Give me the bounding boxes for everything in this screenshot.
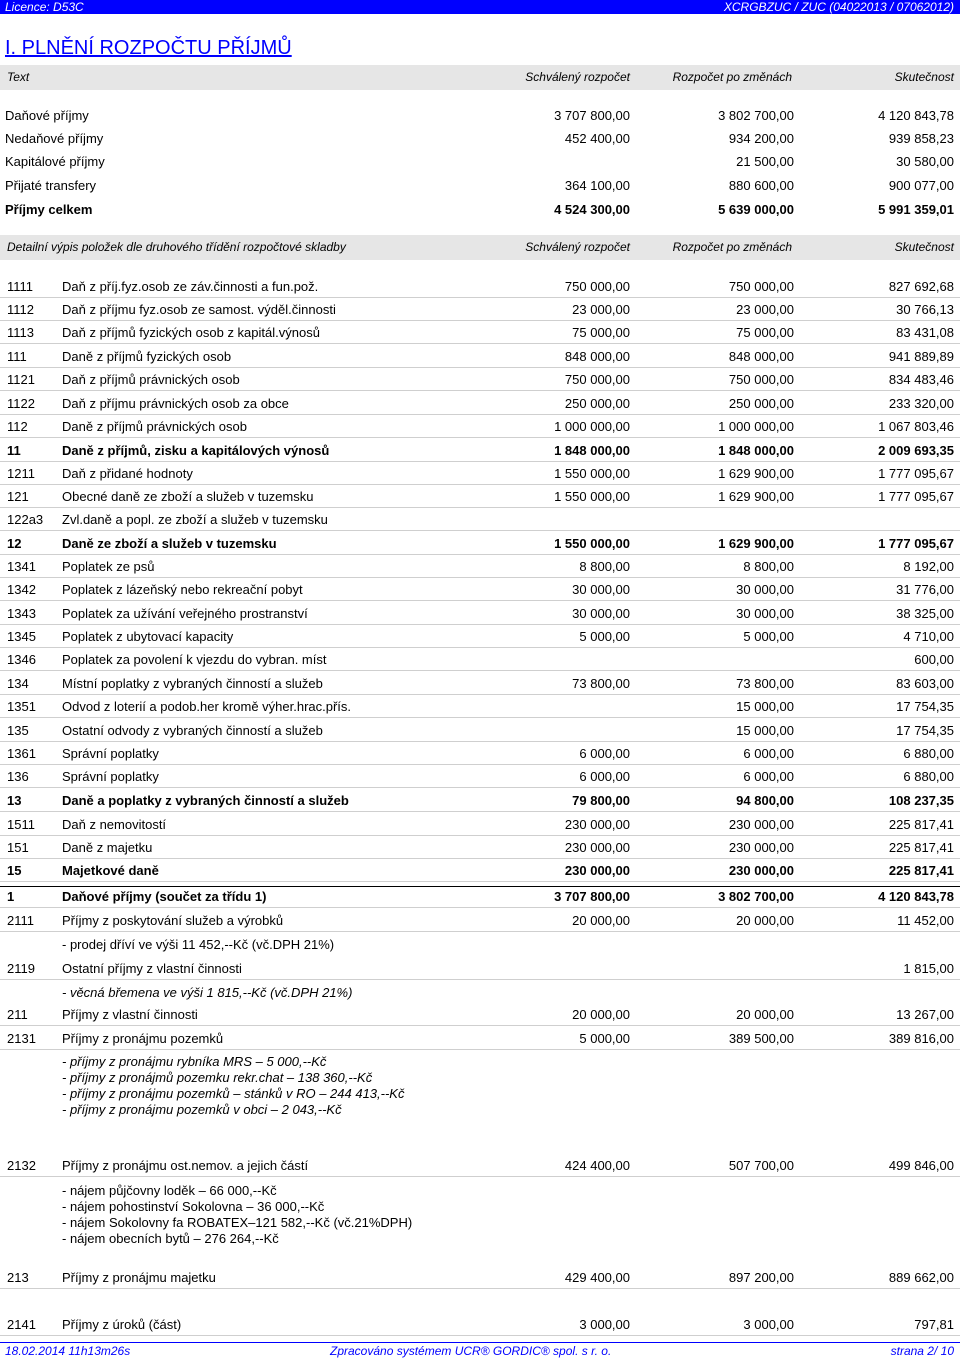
table-row bbox=[0, 347, 960, 368]
item-name: Poplatek ze psů bbox=[62, 559, 155, 574]
item-code: 2132 bbox=[7, 1158, 36, 1173]
summary-label: Daňové příjmy bbox=[5, 108, 89, 123]
item-after-changes: 230 000,00 bbox=[728, 817, 794, 832]
table-row bbox=[0, 838, 960, 859]
item-after-changes: 73 800,00 bbox=[736, 676, 794, 691]
item-approved: 1 550 000,00 bbox=[554, 466, 630, 481]
item-actual: 30 766,13 bbox=[896, 302, 954, 317]
col-approved: Schválený rozpočet bbox=[525, 70, 630, 84]
table-row bbox=[0, 674, 960, 695]
summary-approved: 3 707 800,00 bbox=[554, 108, 630, 123]
item-actual: 17 754,35 bbox=[896, 723, 954, 738]
summary-approved: 4 524 300,00 bbox=[554, 202, 630, 217]
item-name: Majetkové daně bbox=[62, 863, 159, 878]
item-after-changes: 30 000,00 bbox=[736, 582, 794, 597]
table-row bbox=[0, 721, 960, 742]
summary-actual: 900 077,00 bbox=[888, 178, 954, 193]
footer-timestamp: 18.02.2014 11h13m26s bbox=[5, 1344, 131, 1358]
item-code: 1121 bbox=[7, 372, 35, 387]
item-approved: 20 000,00 bbox=[572, 1007, 630, 1022]
item-actual: 499 846,00 bbox=[888, 1158, 954, 1173]
item-code: 15 bbox=[7, 863, 22, 878]
item-approved: 5 000,00 bbox=[579, 629, 630, 644]
table-row bbox=[0, 1268, 960, 1289]
table-row bbox=[0, 417, 960, 438]
table-row bbox=[0, 767, 960, 788]
item-after-changes: 15 000,00 bbox=[736, 723, 794, 738]
summary-actual: 5 991 359,01 bbox=[878, 202, 954, 217]
item-code: 1112 bbox=[7, 302, 34, 317]
summary-after-changes: 3 802 700,00 bbox=[718, 108, 794, 123]
summary-row bbox=[0, 107, 960, 125]
page-title: I. PLNĚNÍ ROZPOČTU PŘÍJMŮ bbox=[5, 37, 292, 59]
page-footer bbox=[0, 1342, 960, 1359]
item-after-changes: 507 700,00 bbox=[728, 1158, 794, 1173]
item-code: 1345 bbox=[7, 629, 36, 644]
item-name: Daňové příjmy (součet za třídu 1) bbox=[62, 889, 267, 904]
table-row bbox=[0, 815, 960, 836]
item-approved: 750 000,00 bbox=[564, 279, 630, 294]
item-after-changes: 897 200,00 bbox=[728, 1270, 794, 1285]
item-name: Příjmy z úroků (část) bbox=[62, 1317, 182, 1332]
item-after-changes: 750 000,00 bbox=[728, 279, 794, 294]
item-approved: 6 000,00 bbox=[579, 769, 630, 784]
table-row bbox=[0, 791, 960, 812]
item-code: 213 bbox=[7, 1270, 29, 1285]
item-actual: 827 692,68 bbox=[888, 279, 954, 294]
item-after-changes: 6 000,00 bbox=[743, 769, 794, 784]
item-actual: 4 710,00 bbox=[903, 629, 954, 644]
item-name: Daň z příjmů fyzických osob z kapitál.výnosů bbox=[62, 325, 320, 340]
table-row bbox=[0, 441, 960, 462]
note-line: - nájem Sokolovny fa ROBATEX–121 582,--Kč (vč.21%DPH) bbox=[62, 1215, 413, 1230]
note-line: - prodej dříví ve výši 11 452,--Kč (vč.DPH 21%) bbox=[62, 937, 335, 952]
item-actual: 6 880,00 bbox=[903, 769, 954, 784]
item-after-changes: 3 802 700,00 bbox=[718, 889, 794, 904]
item-actual: 11 452,00 bbox=[897, 913, 954, 928]
item-approved: 230 000,00 bbox=[564, 863, 630, 878]
item-actual: 1 777 095,67 bbox=[878, 466, 954, 481]
item-after-changes: 848 000,00 bbox=[728, 349, 794, 364]
table-row bbox=[0, 487, 960, 508]
item-name: Příjmy z poskytování služeb a výrobků bbox=[62, 913, 284, 928]
table-row bbox=[0, 959, 960, 980]
item-code: 2131 bbox=[7, 1031, 36, 1046]
item-after-changes: 230 000,00 bbox=[728, 840, 794, 855]
item-name: Daně ze zboží a služeb v tuzemsku bbox=[62, 536, 277, 551]
item-actual: 834 483,46 bbox=[888, 372, 954, 387]
item-name: Poplatek za užívání veřejného prostranství bbox=[62, 606, 308, 621]
summary-approved: 452 400,00 bbox=[564, 131, 630, 146]
table-row bbox=[0, 580, 960, 601]
summary-actual: 939 858,23 bbox=[888, 131, 954, 146]
item-name: Daň z příj.fyz.osob ze záv.činnosti a fun.pož. bbox=[62, 279, 319, 294]
item-approved: 3 707 800,00 bbox=[554, 889, 630, 904]
item-actual: 889 662,00 bbox=[888, 1270, 954, 1285]
footer-page: strana 2/ 10 bbox=[890, 1344, 954, 1358]
table-row bbox=[0, 861, 960, 882]
item-name: Daň z nemovitostí bbox=[62, 817, 167, 832]
note-line: - nájem obecních bytů – 276 264,--Kč bbox=[62, 1231, 279, 1246]
item-name: Ostatní příjmy z vlastní činnosti bbox=[62, 961, 242, 976]
summary-header bbox=[0, 65, 960, 90]
table-row bbox=[0, 300, 960, 321]
item-actual: 108 237,35 bbox=[888, 793, 954, 808]
item-actual: 389 816,00 bbox=[888, 1031, 954, 1046]
summary-actual: 30 580,00 bbox=[896, 154, 954, 169]
item-name: Daně z příjmů fyzických osob bbox=[62, 349, 232, 364]
table-row bbox=[0, 604, 960, 625]
item-approved: 79 800,00 bbox=[572, 793, 630, 808]
item-after-changes: 1 629 900,00 bbox=[718, 489, 794, 504]
summary-row bbox=[0, 153, 960, 171]
item-approved: 230 000,00 bbox=[564, 840, 630, 855]
item-code: 11 bbox=[7, 443, 21, 458]
item-code: 211 bbox=[7, 1007, 28, 1022]
item-code: 1113 bbox=[7, 325, 34, 340]
item-name: Obecné daně ze zboží a služeb v tuzemsku bbox=[62, 489, 314, 504]
table-row bbox=[0, 394, 960, 415]
table-row bbox=[0, 370, 960, 391]
item-after-changes: 20 000,00 bbox=[736, 913, 794, 928]
item-approved: 1 848 000,00 bbox=[554, 443, 630, 458]
item-actual: 1 815,00 bbox=[903, 961, 954, 976]
item-actual: 17 754,35 bbox=[896, 699, 954, 714]
note-line: - věcná břemena ve výši 1 815,--Kč (vč.DPH 21%) bbox=[62, 985, 353, 1000]
item-code: 121 bbox=[7, 489, 29, 504]
item-code: 2119 bbox=[7, 961, 35, 976]
item-code: 135 bbox=[7, 723, 29, 738]
item-approved: 250 000,00 bbox=[564, 396, 630, 411]
item-after-changes: 230 000,00 bbox=[728, 863, 794, 878]
item-approved: 30 000,00 bbox=[572, 606, 630, 621]
item-after-changes: 250 000,00 bbox=[728, 396, 794, 411]
report-code: XCRGBZUC / ZUC (04022013 / 07062012) bbox=[723, 0, 954, 14]
item-approved: 20 000,00 bbox=[572, 913, 630, 928]
item-actual: 941 889,89 bbox=[888, 349, 954, 364]
table-row bbox=[0, 744, 960, 765]
item-approved: 73 800,00 bbox=[572, 676, 630, 691]
item-after-changes: 75 000,00 bbox=[736, 325, 794, 340]
item-code: 13 bbox=[7, 793, 22, 808]
item-actual: 6 880,00 bbox=[903, 746, 954, 761]
table-row bbox=[0, 1315, 960, 1336]
detail-header bbox=[0, 235, 960, 260]
item-actual: 233 320,00 bbox=[888, 396, 954, 411]
item-after-changes: 1 848 000,00 bbox=[718, 443, 794, 458]
note-line: - příjmy z pronájmu pozemků – stánků v RO – 244 413,--Kč bbox=[62, 1086, 405, 1101]
summary-row bbox=[0, 130, 960, 148]
item-approved: 1 550 000,00 bbox=[554, 489, 630, 504]
item-code: 2141 bbox=[7, 1317, 36, 1332]
item-code: 1111 bbox=[7, 279, 34, 294]
item-name: Daň z příjmu právnických osob za obce bbox=[62, 396, 289, 411]
table-row bbox=[0, 323, 960, 344]
item-after-changes: 1 000 000,00 bbox=[718, 419, 794, 434]
item-actual: 13 267,00 bbox=[896, 1007, 954, 1022]
item-after-changes: 6 000,00 bbox=[743, 746, 794, 761]
item-actual: 1 777 095,67 bbox=[878, 489, 954, 504]
col-actual: Skutečnost bbox=[894, 70, 954, 84]
table-row bbox=[0, 557, 960, 578]
table-row bbox=[0, 1005, 960, 1026]
item-approved: 75 000,00 bbox=[572, 325, 630, 340]
item-after-changes: 389 500,00 bbox=[728, 1031, 794, 1046]
item-code: 1 bbox=[7, 889, 15, 904]
item-code: 1343 bbox=[7, 606, 36, 621]
item-code: 111 bbox=[7, 349, 27, 364]
col-actual: Skutečnost bbox=[894, 240, 954, 254]
table-row bbox=[0, 627, 960, 648]
item-approved: 3 000,00 bbox=[579, 1317, 630, 1332]
item-actual: 225 817,41 bbox=[888, 817, 954, 832]
footer-processed: Zpracováno systémem UCR® GORDIC® spol. s r. o. bbox=[330, 1344, 612, 1358]
item-name: Daně z příjmů, zisku a kapitálových výnosů bbox=[62, 443, 330, 458]
item-name: Zvl.daně a popl. ze zboží a služeb v tuzemsku bbox=[62, 512, 328, 527]
item-actual: 797,81 bbox=[914, 1317, 954, 1332]
item-actual: 225 817,41 bbox=[888, 840, 954, 855]
item-approved: 1 550 000,00 bbox=[554, 536, 630, 551]
table-row bbox=[0, 697, 960, 718]
item-after-changes: 15 000,00 bbox=[736, 699, 794, 714]
item-code: 112 bbox=[7, 419, 28, 434]
item-name: Místní poplatky z vybraných činností a služeb bbox=[62, 676, 323, 691]
item-name: Poplatek z ubytovací kapacity bbox=[62, 629, 234, 644]
item-name: Daň z příjmů právnických osob bbox=[62, 372, 240, 387]
table-row bbox=[0, 1029, 960, 1050]
item-name: Poplatek z lázeňský nebo rekreační pobyt bbox=[62, 582, 303, 597]
col-after-changes: Rozpočet po změnách bbox=[672, 240, 792, 254]
item-code: 12 bbox=[7, 536, 22, 551]
item-approved: 429 400,00 bbox=[564, 1270, 630, 1285]
item-code: 1122 bbox=[7, 396, 35, 411]
summary-label: Příjmy celkem bbox=[5, 202, 93, 217]
table-row bbox=[0, 534, 960, 555]
item-approved: 230 000,00 bbox=[564, 817, 630, 832]
item-actual: 1 067 803,46 bbox=[878, 419, 954, 434]
item-name: Ostatní odvody z vybraných činností a služeb bbox=[62, 723, 323, 738]
item-approved: 5 000,00 bbox=[579, 1031, 630, 1046]
item-approved: 1 000 000,00 bbox=[554, 419, 630, 434]
item-code: 151 bbox=[7, 840, 29, 855]
item-code: 1341 bbox=[7, 559, 36, 574]
item-approved: 8 800,00 bbox=[579, 559, 630, 574]
item-code: 122a3 bbox=[7, 512, 44, 527]
item-actual: 600,00 bbox=[914, 652, 954, 667]
note-line: - nájem půjčovny loděk – 66 000,--Kč bbox=[62, 1183, 277, 1198]
item-after-changes: 20 000,00 bbox=[736, 1007, 794, 1022]
item-name: Odvod z loterií a podob.her kromě výher.hrac.přís. bbox=[62, 699, 352, 714]
item-after-changes: 1 629 900,00 bbox=[718, 466, 794, 481]
col-after-changes: Rozpočet po změnách bbox=[672, 70, 792, 84]
item-name: Správní poplatky bbox=[62, 746, 159, 761]
item-actual: 225 817,41 bbox=[888, 863, 954, 878]
table-row bbox=[0, 1156, 960, 1177]
item-actual: 83 603,00 bbox=[896, 676, 954, 691]
item-name: Daň z přidané hodnoty bbox=[62, 466, 193, 481]
note-line: - příjmy z pronájmu rybníka MRS – 5 000,--Kč bbox=[62, 1054, 327, 1069]
note-line: - nájem pohostinství Sokolovna – 36 000,--Kč bbox=[62, 1199, 325, 1214]
item-code: 136 bbox=[7, 769, 29, 784]
table-row bbox=[0, 886, 960, 908]
licence-label: Licence: D53C bbox=[5, 0, 84, 14]
table-row bbox=[0, 510, 960, 531]
item-after-changes: 750 000,00 bbox=[728, 372, 794, 387]
item-after-changes: 23 000,00 bbox=[736, 302, 794, 317]
col-approved: Schválený rozpočet bbox=[525, 240, 630, 254]
item-code: 134 bbox=[7, 676, 29, 691]
col-detail-text: Detailní výpis položek dle druhového třídění rozpočtové skladby bbox=[7, 240, 346, 254]
table-row bbox=[0, 650, 960, 671]
item-name: Daně z majetku bbox=[62, 840, 153, 855]
item-approved: 23 000,00 bbox=[572, 302, 630, 317]
summary-after-changes: 21 500,00 bbox=[736, 154, 794, 169]
summary-label: Nedaňové příjmy bbox=[5, 131, 104, 146]
item-approved: 30 000,00 bbox=[572, 582, 630, 597]
item-actual: 83 431,08 bbox=[896, 325, 954, 340]
col-text: Text bbox=[7, 70, 30, 84]
item-code: 1346 bbox=[7, 652, 36, 667]
item-actual: 38 325,00 bbox=[896, 606, 954, 621]
note-line: - příjmy z pronájmu pozemků v obci – 2 043,--Kč bbox=[62, 1102, 342, 1117]
item-actual: 8 192,00 bbox=[903, 559, 954, 574]
summary-after-changes: 880 600,00 bbox=[728, 178, 794, 193]
summary-label: Kapitálové příjmy bbox=[5, 154, 105, 169]
item-name: Správní poplatky bbox=[62, 769, 159, 784]
item-after-changes: 3 000,00 bbox=[743, 1317, 794, 1332]
item-actual: 4 120 843,78 bbox=[878, 889, 954, 904]
top-bar bbox=[0, 0, 960, 14]
item-actual: 2 009 693,35 bbox=[878, 443, 954, 458]
item-name: Daně z příjmů právnických osob bbox=[62, 419, 247, 434]
item-code: 1511 bbox=[7, 817, 35, 832]
summary-after-changes: 5 639 000,00 bbox=[718, 202, 794, 217]
item-actual: 1 777 095,67 bbox=[878, 536, 954, 551]
item-after-changes: 30 000,00 bbox=[736, 606, 794, 621]
table-row bbox=[0, 464, 960, 485]
item-code: 1211 bbox=[7, 466, 35, 481]
item-name: Příjmy z pronájmu majetku bbox=[62, 1270, 216, 1285]
table-row bbox=[0, 911, 960, 932]
item-approved: 6 000,00 bbox=[579, 746, 630, 761]
summary-actual: 4 120 843,78 bbox=[878, 108, 954, 123]
item-approved: 424 400,00 bbox=[564, 1158, 630, 1173]
item-name: Daň z příjmu fyz.osob ze samost. výděl.činnosti bbox=[62, 302, 336, 317]
item-code: 1342 bbox=[7, 582, 36, 597]
item-after-changes: 5 000,00 bbox=[743, 629, 794, 644]
item-after-changes: 94 800,00 bbox=[736, 793, 794, 808]
item-after-changes: 1 629 900,00 bbox=[718, 536, 794, 551]
item-name: Příjmy z pronájmu ost.nemov. a jejich částí bbox=[62, 1158, 309, 1173]
item-code: 1351 bbox=[7, 699, 36, 714]
item-name: Poplatek za povolení k vjezdu do vybran. míst bbox=[62, 652, 327, 667]
summary-after-changes: 934 200,00 bbox=[728, 131, 794, 146]
item-code: 1361 bbox=[7, 746, 36, 761]
note-line: - příjmy z pronájmů pozemku rekr.chat – 138 360,--Kč bbox=[62, 1070, 373, 1085]
table-row bbox=[0, 277, 960, 298]
summary-row bbox=[0, 177, 960, 195]
item-name: Příjmy z pronájmu pozemků bbox=[62, 1031, 224, 1046]
summary-approved: 364 100,00 bbox=[564, 178, 630, 193]
item-code: 2111 bbox=[7, 913, 34, 928]
summary-label: Přijaté transfery bbox=[5, 178, 97, 193]
item-approved: 750 000,00 bbox=[564, 372, 630, 387]
item-actual: 31 776,00 bbox=[896, 582, 954, 597]
item-after-changes: 8 800,00 bbox=[743, 559, 794, 574]
item-name: Příjmy z vlastní činnosti bbox=[62, 1007, 198, 1022]
summary-row bbox=[0, 201, 960, 219]
item-name: Daně a poplatky z vybraných činností a služeb bbox=[62, 793, 349, 808]
item-approved: 848 000,00 bbox=[564, 349, 630, 364]
